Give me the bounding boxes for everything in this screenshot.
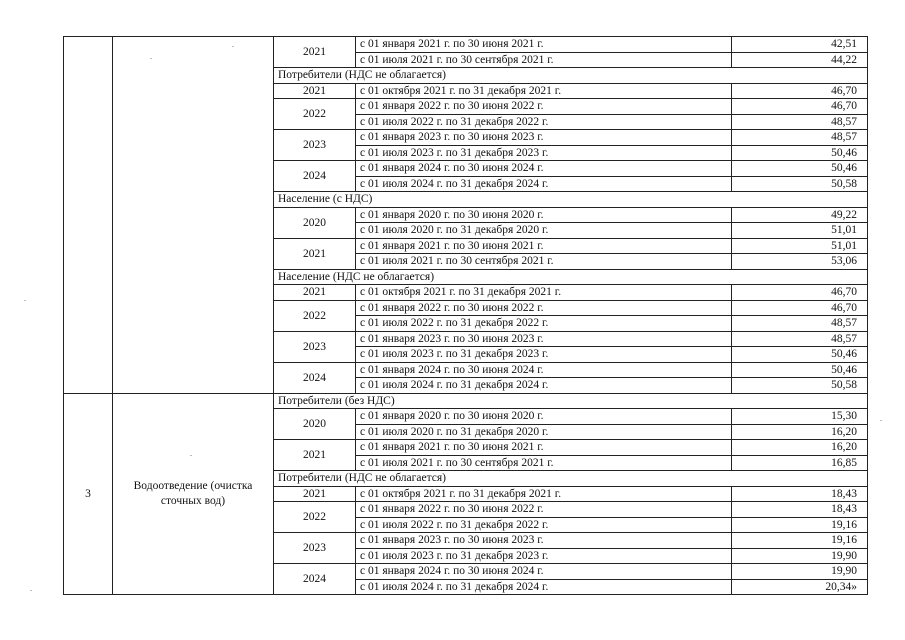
period-cell: с 01 января 2020 г. по 30 июня 2020 г. [356,207,732,223]
tariff-value-cell: 20,34» [732,579,868,595]
tariff-value-cell: 50,58 [732,378,868,394]
period-cell: с 01 июля 2023 г. по 31 декабря 2023 г. [356,347,732,363]
scan-speck [880,420,882,421]
scan-speck [24,300,26,301]
period-cell: с 01 июля 2021 г. по 30 сентября 2021 г. [356,455,732,471]
year-cell: 2021 [274,440,356,471]
year-cell: 2023 [274,533,356,564]
tariff-value-cell: 42,51 [732,37,868,53]
period-cell: с 01 января 2022 г. по 30 июня 2022 г. [356,300,732,316]
consumer-group-label: Население (с НДС) [274,192,868,208]
period-cell: с 01 июля 2022 г. по 31 декабря 2022 г. [356,114,732,130]
scan-speck [150,58,152,59]
tariff-value-cell: 46,70 [732,83,868,99]
consumer-group-label: Население (НДС не облагается) [274,269,868,285]
year-cell: 2020 [274,207,356,238]
tariff-value-cell: 48,57 [732,316,868,332]
row-number-cell: 3 [64,393,113,595]
period-cell: с 01 июля 2021 г. по 30 сентября 2021 г. [356,254,732,270]
tariff-value-cell: 46,70 [732,285,868,301]
period-cell: с 01 января 2023 г. по 30 июня 2023 г. [356,533,732,549]
scan-speck [232,46,234,47]
tariff-value-cell: 51,01 [732,238,868,254]
tariff-value-cell: 51,01 [732,223,868,239]
year-cell: 2021 [274,83,356,99]
tariff-table [63,36,868,595]
service-name-cell: Водоотведение (очистка сточных вод) [113,393,274,595]
group-header-row [64,393,868,409]
period-cell: с 01 июля 2021 г. по 30 сентября 2021 г. [356,52,732,68]
table-row [64,37,868,53]
year-cell: 2020 [274,409,356,440]
tariff-value-cell: 48,57 [732,130,868,146]
tariff-value-cell: 19,16 [732,517,868,533]
year-cell: 2021 [274,285,356,301]
period-cell: с 01 января 2024 г. по 30 июня 2024 г. [356,161,732,177]
period-cell: с 01 января 2021 г. по 30 июня 2021 г. [356,440,732,456]
year-cell: 2021 [274,37,356,68]
period-cell: с 01 января 2022 г. по 30 июня 2022 г. [356,502,732,518]
period-cell: с 01 января 2024 г. по 30 июня 2024 г. [356,564,732,580]
period-cell: с 01 января 2023 г. по 30 июня 2023 г. [356,331,732,347]
year-cell: 2022 [274,300,356,331]
period-cell: с 01 июля 2023 г. по 31 декабря 2023 г. [356,145,732,161]
year-cell: 2022 [274,99,356,130]
tariff-value-cell: 18,43 [732,502,868,518]
period-cell: с 01 июля 2022 г. по 31 декабря 2022 г. [356,316,732,332]
tariff-value-cell: 16,20 [732,424,868,440]
tariff-value-cell: 50,46 [732,347,868,363]
year-cell: 2022 [274,502,356,533]
tariff-table-body [64,37,868,595]
consumer-group-label: Потребители (без НДС) [274,393,868,409]
tariff-value-cell: 18,43 [732,486,868,502]
period-cell: с 01 января 2022 г. по 30 июня 2022 г. [356,99,732,115]
tariff-value-cell: 44,22 [732,52,868,68]
year-cell: 2024 [274,564,356,595]
tariff-value-cell: 46,70 [732,99,868,115]
period-cell: с 01 января 2021 г. по 30 июня 2021 г. [356,238,732,254]
year-cell: 2024 [274,362,356,393]
period-cell: с 01 июля 2020 г. по 31 декабря 2020 г. [356,424,732,440]
period-cell: с 01 января 2024 г. по 30 июня 2024 г. [356,362,732,378]
tariff-value-cell: 48,57 [732,114,868,130]
period-cell: с 01 июля 2023 г. по 31 декабря 2023 г. [356,548,732,564]
tariff-value-cell: 49,22 [732,207,868,223]
period-cell: с 01 июля 2020 г. по 31 декабря 2020 г. [356,223,732,239]
tariff-value-cell: 50,46 [732,145,868,161]
tariff-value-cell: 50,46 [732,161,868,177]
tariff-value-cell: 19,16 [732,533,868,549]
period-cell: с 01 июля 2022 г. по 31 декабря 2022 г. [356,517,732,533]
year-cell: 2021 [274,238,356,269]
tariff-value-cell: 46,70 [732,300,868,316]
period-cell: с 01 июля 2024 г. по 31 декабря 2024 г. [356,176,732,192]
year-cell: 2023 [274,130,356,161]
period-cell: с 01 января 2023 г. по 30 июня 2023 г. [356,130,732,146]
tariff-value-cell: 15,30 [732,409,868,425]
scan-speck [190,455,192,456]
period-cell: с 01 января 2020 г. по 30 июня 2020 г. [356,409,732,425]
period-cell: с 01 июля 2024 г. по 31 декабря 2024 г. [356,579,732,595]
tariff-value-cell: 50,46 [732,362,868,378]
period-cell: с 01 октября 2021 г. по 31 декабря 2021 г. [356,486,732,502]
period-cell: с 01 октября 2021 г. по 31 декабря 2021 г. [356,83,732,99]
period-cell: с 01 октября 2021 г. по 31 декабря 2021 г. [356,285,732,301]
consumer-group-label: Потребители (НДС не облагается) [274,471,868,487]
consumer-group-label: Потребители (НДС не облагается) [274,68,868,84]
tariff-value-cell: 48,57 [732,331,868,347]
scan-speck [30,590,32,591]
tariff-value-cell: 19,90 [732,564,868,580]
year-cell: 2021 [274,486,356,502]
row-number-cell [64,37,113,394]
tariff-value-cell: 16,85 [732,455,868,471]
service-name-cell [113,37,274,394]
year-cell: 2024 [274,161,356,192]
period-cell: с 01 января 2021 г. по 30 июня 2021 г. [356,37,732,53]
year-cell: 2023 [274,331,356,362]
tariff-value-cell: 16,20 [732,440,868,456]
tariff-value-cell: 19,90 [732,548,868,564]
tariff-value-cell: 53,06 [732,254,868,270]
period-cell: с 01 июля 2024 г. по 31 декабря 2024 г. [356,378,732,394]
tariff-value-cell: 50,58 [732,176,868,192]
